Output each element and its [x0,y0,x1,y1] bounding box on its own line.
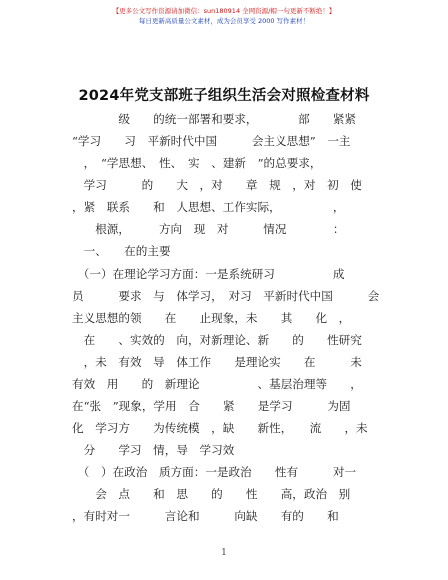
body-line: （ ）在政治 质方面：一是政治 性有 对一 [72,465,357,479]
body-line: ，有时对一 言论和 向缺 有的 和 [72,509,339,523]
body-line: “学习 习 平新时代中国 会主义思想” 一主 [72,134,351,148]
body-line: 根源， 方向 现 对 情况 ： [72,222,345,236]
promo-banner-line-1: 【更多公文写作资源请加微信：sun180914 全网资源/帽一句更新不断绝！】 [112,7,336,15]
body-line: 分 学习 情，导 学习效 [72,443,235,457]
body-line: 主义思想的领 在 止现象，未 其 化 ， [72,311,351,325]
body-line: 会 点 和 思 的 性 高，政治 别 [72,487,351,501]
page-number: 1 [221,548,227,558]
document-title: 2024年党支部班子组织生活会对照检查材料 [78,88,370,104]
body-line: ，未 有效 导 体工作 是理论实 在 未 [72,355,362,369]
body-line: 学习 的 大 ，对 章 规 ，对 初 使 [72,178,362,192]
body-line: 化 学习方 为传统模 ，缺 新性， 流 ，未 [72,421,368,435]
body-line: （一）在理论学习方面：一是系统研习 成 [72,267,345,281]
body-line: 在 、实效的 向，对新理论、新 的 性研究 [72,333,362,347]
body-line: ，紧 联系 和 人思想、工作实际， ， [72,200,345,214]
body-line: 级 的统一部署和要求， 部 紧紧 [72,112,357,126]
promo-banner-line-2: 每日更新高质量公文素材，成为会员享受 2000 写作素材！ [138,17,310,25]
body-line: 在“张 ”现象，学用 合 紧 是学习 为固 [72,399,351,413]
body-line: ， “学思想、 性、 实 、建新 ”的总要求， [72,156,322,170]
promo-banner [0,6,448,26]
body-line: 有效 用 的 新理论 、基层治理等 ， [72,377,362,391]
section-heading: 一、 在的主要 [72,244,171,258]
body-line: 员 要求 与 体学习， 对习 平新时代中国 会 [72,289,380,303]
